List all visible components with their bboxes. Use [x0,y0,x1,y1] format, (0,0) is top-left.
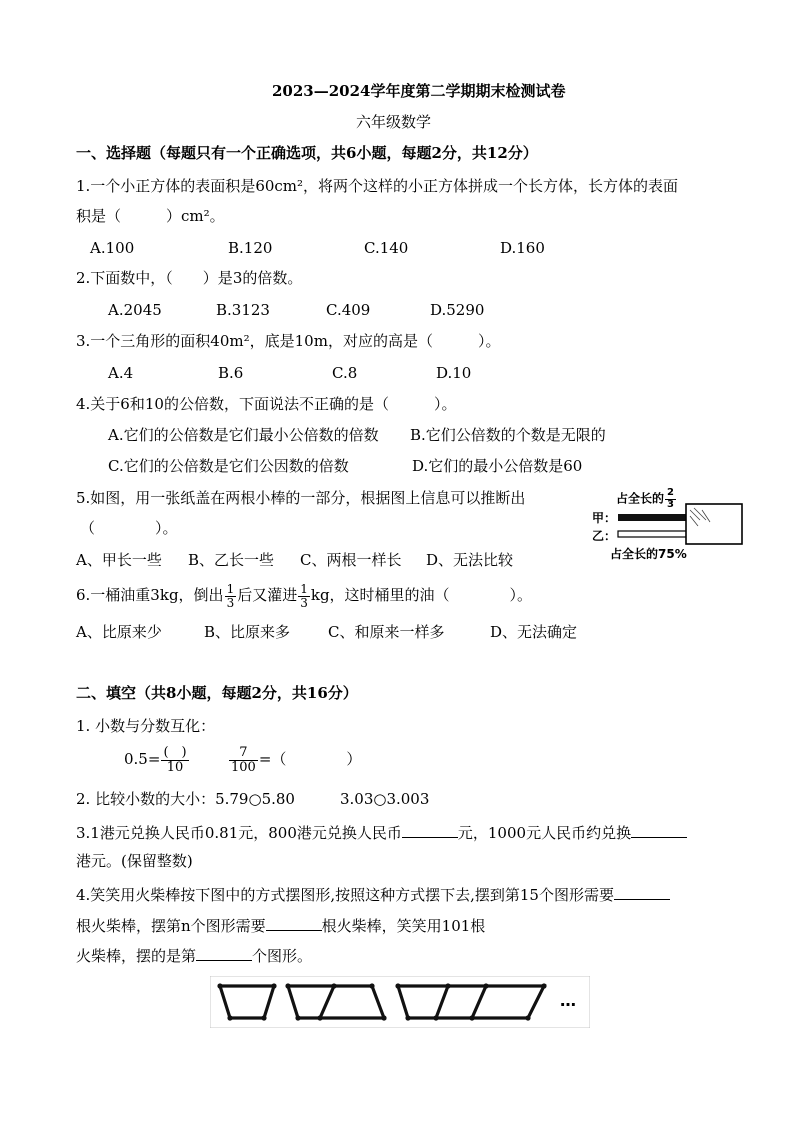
s2-q4-line1 [76,885,670,904]
q4-option-b: B.它们公倍数的个数是无限的 [410,426,606,444]
q6-part2: 后又灌进 [237,586,298,605]
s2-q4-blank-2[interactable] [266,916,322,931]
q5-option-b: B、乙长一些 [188,551,275,569]
section2-heading: 二、填空（共8小题，每题2分，共16分） [76,684,358,702]
q6-part1: 6.一桶油重3kg，倒出 [76,586,224,605]
q5-figure [590,486,750,566]
q6-option-a: A、比原来少 [76,623,162,641]
q5-option-c: C、两根一样长 [300,551,402,569]
q3-option-d: D.10 [436,364,472,382]
q2-option-d: D.5290 [430,301,485,319]
q1-line2: 积是（ ）cm²。 [76,207,225,225]
q2-text: 2.下面数中，（ ）是3的倍数。 [76,269,303,287]
s2-q4-line3 [76,946,312,965]
s2-q4-line2a: 根火柴棒，摆第n个图形需要 [76,917,266,935]
s2-q3-line1 [76,823,687,842]
q5-label-bottom: 占全长的75% [610,547,687,561]
q4-option-a: A.它们的公倍数是它们最小公倍数的倍数 [108,426,379,444]
covering-paper [686,504,742,544]
s2-q4-blank-1[interactable] [614,885,670,900]
q1-option-d: D.160 [500,239,545,257]
q6-option-b: B、比原来多 [204,623,291,641]
q1-option-b: B.120 [228,239,273,257]
q4-text: 4.关于6和10的公倍数，下面说法不正确的是（ ）。 [76,395,457,413]
s2-q1-right-fraction: $\frac{7}{100}$ [231,745,256,775]
q1-option-a: A.100 [90,239,135,257]
q3-option-c: C.8 [332,364,358,382]
s2-q3-part2: 元，1000元人民币约兑换 [457,824,632,842]
q6-part3: kg，这时桶里的油（ ）。 [310,586,533,605]
s2-q2-text: 2. 比较小数的大小：5.79○5.80 3.03○3.003 [76,790,430,808]
q5-label-top-fraction: $\frac{2}{3}$ [667,487,674,510]
matchstick-figure [210,976,590,1028]
matchstick-ellipsis: … [560,991,576,1010]
s2-q1-right-suffix: =（ ） [258,750,362,769]
s2-q4-blank-3[interactable] [196,946,252,961]
q2-option-c: C.409 [326,301,371,319]
matchstick-frame [210,976,590,1028]
page-title: 2023—2024学年度第二学期期末检测试卷 [272,82,566,100]
s2-q4-line2b: 根火柴棒，笑笑用101根 [321,917,486,935]
s2-q4-line2 [76,916,485,935]
s2-q3-part1: 3.1港元兑换人民币0.81元，800港元兑换人民币 [76,824,402,842]
q6-fraction-2: $\frac{1}{3}$ [300,582,308,610]
q5-line2: （ ）。 [80,519,178,537]
q1-option-c: C.140 [364,239,409,257]
q1-line1: 1.一个小正方体的表面积是60cm²，将两个这样的小正方体拼成一个长方体，长方体的表面 [76,177,679,195]
section1-heading: 一、选择题（每题只有一个正确选项，共6小题，每题2分，共12分） [76,144,538,162]
s2-q4-line3a: 火柴棒，摆的是第 [76,947,197,965]
s2-q1-left-prefix: 0.5= [124,750,161,769]
s2-q3-blank-2[interactable] [631,823,687,838]
s2-q1-text: 1. 小数与分数互化： [76,717,216,735]
s2-q3-line2: 港元。(保留整数) [76,852,193,870]
s2-q1-left-fraction: $\frac{( )}{10}$ [163,745,187,775]
s2-q1-right [228,746,361,774]
q5-label-top-prefix: 占全长的 [616,491,665,506]
q5-line1: 5.如图，用一张纸盖在两根小棒的一部分，根据图上信息可以推断出 [76,489,526,507]
s2-q4-line3b: 个图形。 [252,947,313,965]
q4-option-c: C.它们的公倍数是它们公因数的倍数 [108,457,349,475]
q6-fraction-1: $\frac{1}{3}$ [226,582,235,610]
q5-option-a: A、甲长一些 [76,551,162,569]
q5-label-jia: 甲： [592,511,617,525]
q3-option-a: A.4 [108,364,134,382]
s2-q4-part1: 4.笑笑用火柴棒按下图中的方式摆图形,按照这种方式摆下去,摆到第15个图形需要 [76,886,614,904]
q6-text [76,583,532,609]
q5-option-d: D、无法比较 [426,551,514,569]
s2-q3-blank-1[interactable] [402,823,458,838]
q3-option-b: B.6 [218,364,244,382]
q4-option-d: D.它们的最小公倍数是60 [412,457,583,475]
q6-option-d: D、无法确定 [490,623,578,641]
page-subtitle: 六年级数学 [356,113,432,131]
q5-label-yi: 乙： [592,529,617,543]
q3-text: 3.一个三角形的面积40m²，底是10m，对应的高是（ ）。 [76,332,501,350]
s2-q1-left [124,746,190,774]
q6-option-c: C、和原来一样多 [328,623,445,641]
q2-option-b: B.3123 [216,301,270,319]
q2-option-a: A.2045 [108,301,162,319]
